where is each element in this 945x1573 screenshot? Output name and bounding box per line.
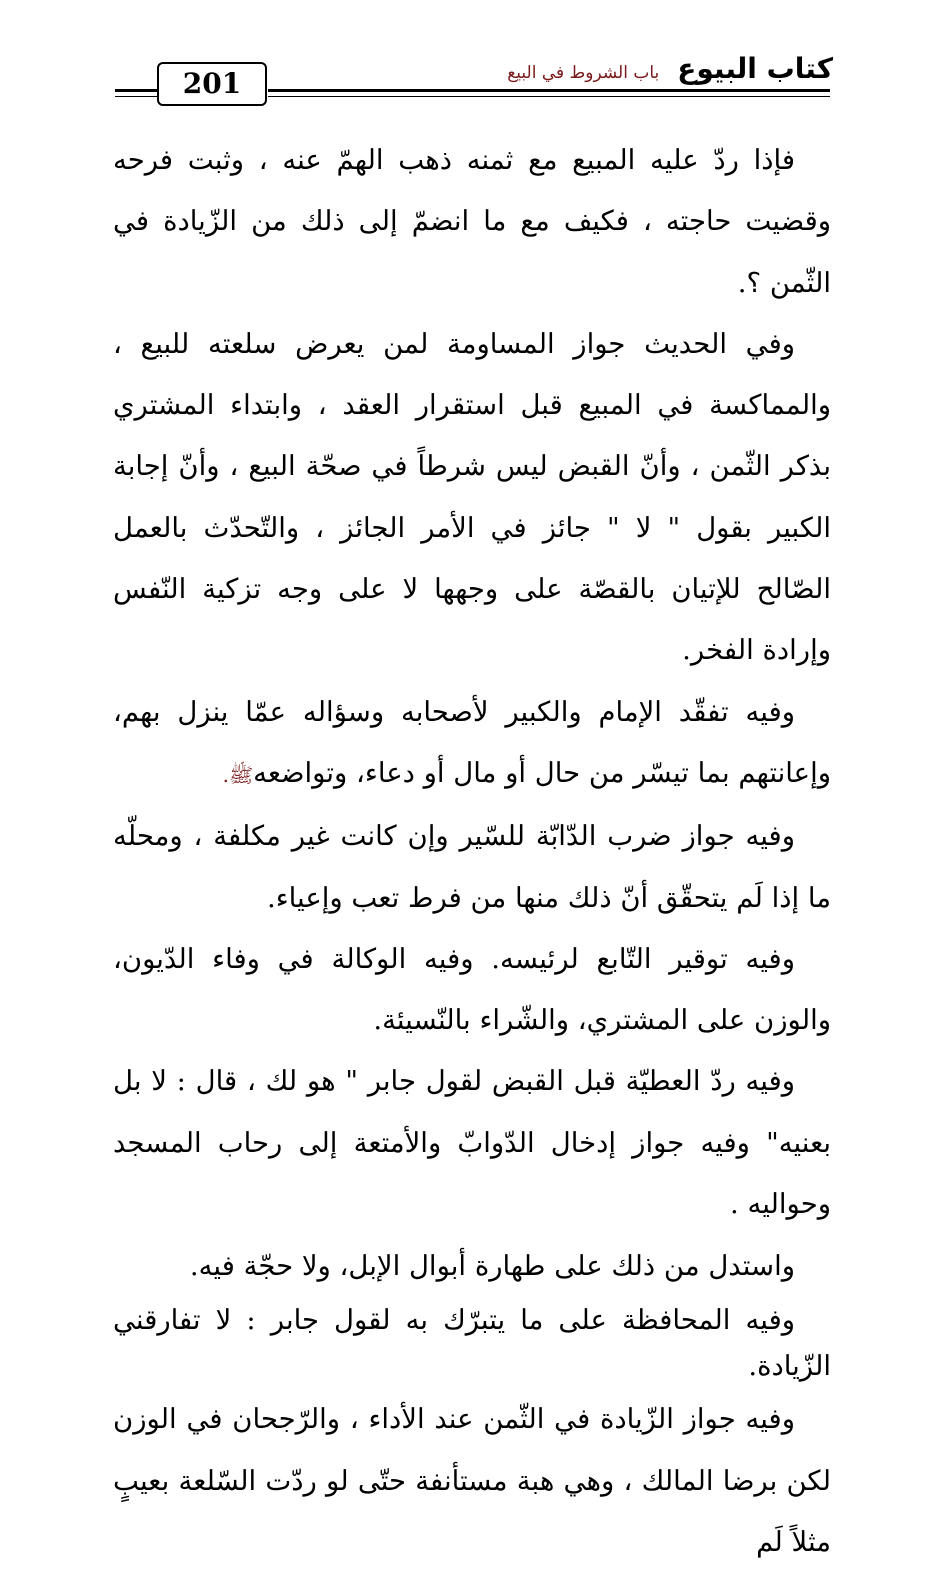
paragraph-4: وفيه جواز ضرب الدّابّة للسّير وإن كانت غير مكلفة ، ومحلّه ما إذا لَم يتحقّق أنّ ذلك منها من فرط تعب وإعياء. <box>113 820 831 914</box>
paragraph-7: واستدل من ذلك على طهارة أبوال الإبل، ولا حجّة فيه. <box>189 1250 795 1283</box>
paragraph-3-text: وفيه تفقّد الإمام والكبير لأصحابه وسؤاله عمّا ينزل بهم، وإعانتهم بما تيسّر من حال أو مال أو دعاء، وتواضعه <box>113 695 831 789</box>
header-rule-right-thin <box>268 96 830 97</box>
body-text <box>113 130 831 1573</box>
running-head <box>507 52 833 85</box>
paragraph-8: وفيه المحافظة على ما يتبرّك به لقول جابر : لا تفارقني الزّيادة. <box>113 1304 831 1383</box>
honorific-glyph: ﷺ. <box>222 762 254 787</box>
paragraph-1: فإذا ردّ عليه المبيع مع ثمنه ذهب الهمّ عنه ، وثبت فرحه وقضيت حاجته ، فكيف مع ما انضمّ إلى ذلك من الزّيادة في الثّمن ؟. <box>113 144 831 299</box>
header-rule-left-thin <box>115 96 159 97</box>
chapter-title: باب الشروط في البيع <box>507 63 660 83</box>
page-number: 201 <box>182 67 242 100</box>
paragraph-3 <box>113 682 831 807</box>
header-rule-left <box>115 89 159 92</box>
header-rule-right <box>268 89 830 92</box>
page-number-box <box>157 62 267 106</box>
paragraph-2: وفي الحديث جواز المساومة لمن يعرض سلعته للبيع ، والمماكسة في المبيع قبل استقرار العقد ، وابتداء المشتري بذكر الثّمن ، وأنّ القبض ليس شرطاً في صحّة البيع ، وأنّ إجابة الكبير بقول " لا " جائز في الأمر الجائز ، والتّحدّث بالعمل الصّالح للإتيان بالقصّة على وجهها لا على وجه تزكية النّفس وإرادة الفخر. <box>113 327 831 667</box>
paragraph-6: وفيه ردّ العطيّة قبل القبض لقول جابر " هو لك ، قال : لا بل بعنيه" وفيه جواز إدخال الدّوابّ والأمتعة إلى رحاب المسجد وحواليه . <box>113 1065 831 1221</box>
page-header <box>0 0 945 120</box>
paragraph-5: وفيه توقير التّابع لرئيسه. وفيه الوكالة في وفاء الدّيون، والوزن على المشتري، والشّراء بالنّسيئة. <box>113 942 831 1037</box>
paragraph-9: وفيه جواز الزّيادة في الثّمن عند الأداء ، والرّجحان في الوزن لكن برضا المالك ، وهي هبة مستأنفة حتّى لو ردّت السّلعة بعيبٍ مثلاً لَم <box>113 1403 831 1558</box>
book-title: كتاب البيوع <box>677 52 833 85</box>
